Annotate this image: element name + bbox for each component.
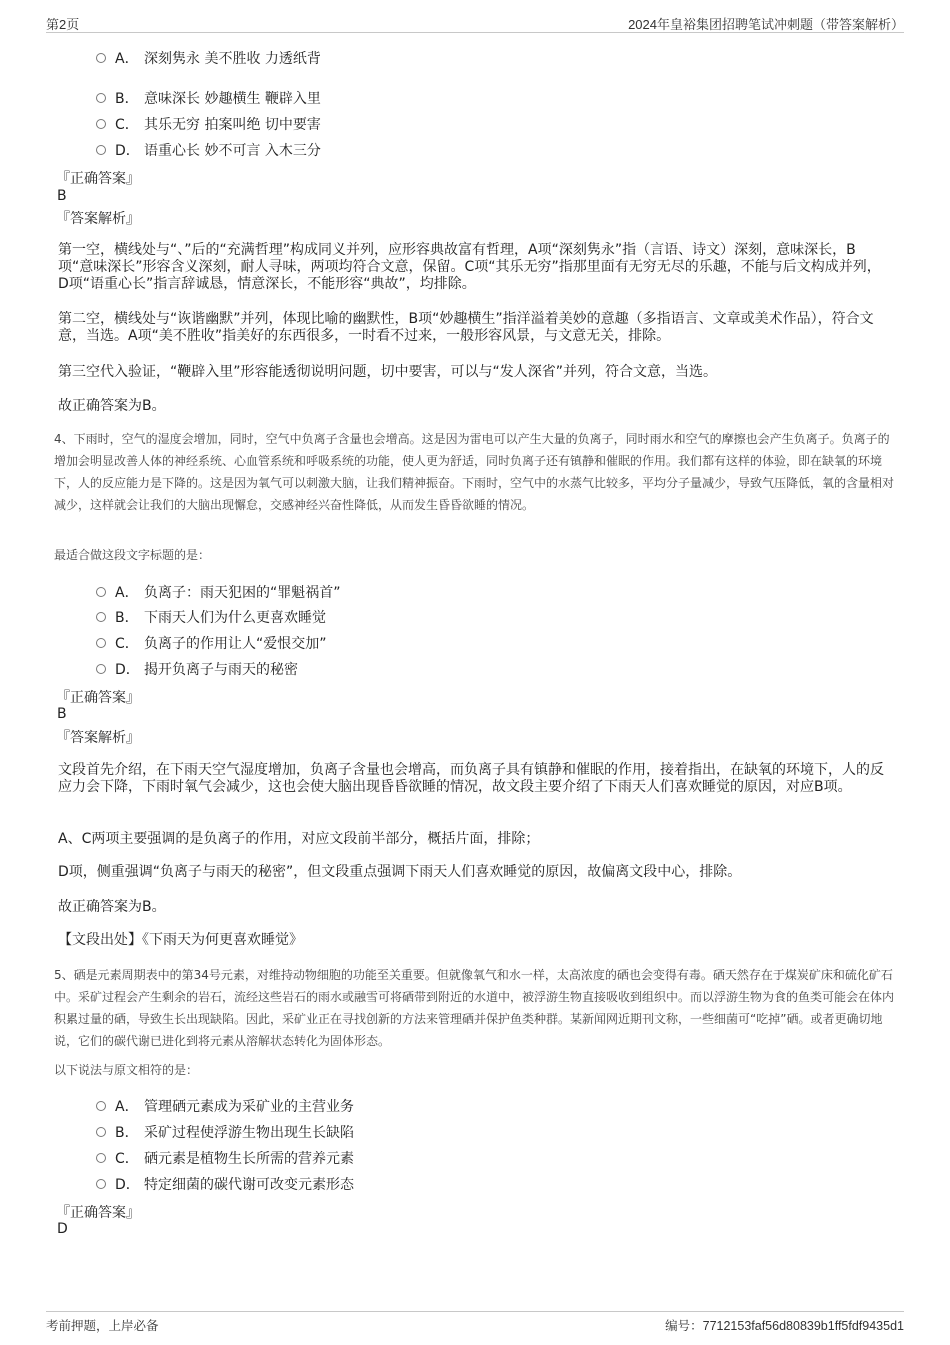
page-number: 第2页 <box>46 17 80 32</box>
analysis-paragraph: 第二空，横线处与“诙谐幽默”并列，体现比喻的幽默性，B项“妙趣横生”指洋溢着美妙的意趣（多指语言、文章或美术作品），符合文意，当选。A项“美不胜收”指美好的东西很多，一时看不过来，一般形容风景，与文意无关，排除。 <box>58 311 874 344</box>
radio-icon[interactable] <box>96 1153 106 1163</box>
radio-icon[interactable] <box>96 53 106 63</box>
correct-answer-value: B <box>57 188 67 204</box>
analysis-paragraph: 文段首先介绍，在下雨天空气湿度增加，负离子含量也会增高，而负离子具有镇静和催眠的作用，接着指出，在缺氧的环境下，人的反应力会下降，下雨时氧气会减少，这也会使大脑出现昏昏欲睡的情况，故文段主要介绍了下雨天人们喜欢睡觉的原因，对应B项。 <box>58 762 884 795</box>
document-title: 2024年皇裕集团招聘笔试冲刺题（带答案解析） <box>628 17 904 32</box>
correct-answer-label: 『正确答案』 <box>56 1205 140 1221</box>
analysis-paragraph: 第一空，横线处与“、”后的“充满哲理”构成同义并列，应形容典故富有哲理，A项“深刻隽永”指（言语、诗文）深刻，意味深长，B项“意味深长”形容含义深刻，耐人寻味，两项均符合文意，保留。C项“其乐无穷”指那里面有无穷无尽的乐趣，不能与后文构成并列，D项“语重心长”指言辞诚恳，情意深长，不能形容“典故”，均排除。 <box>58 242 881 292</box>
radio-icon[interactable] <box>96 119 106 129</box>
correct-answer-value: D <box>57 1221 68 1237</box>
analysis-conclusion: 故正确答案为B。 <box>58 398 166 414</box>
radio-icon[interactable] <box>96 145 106 155</box>
document-code <box>665 1316 904 1334</box>
radio-icon[interactable] <box>96 93 106 103</box>
question-5-prompt: 以下说法与原文相符的是： <box>54 1063 199 1077</box>
analysis-label: 『答案解析』 <box>56 730 140 746</box>
analysis-paragraph: D项，侧重强调“负离子与雨天的秘密”，但文段重点强调下雨天人们喜欢睡觉的原因，故偏离文段中心，排除。 <box>58 864 742 880</box>
footer-slogan: 考前押题，上岸必备 <box>46 1319 159 1333</box>
analysis-conclusion: 故正确答案为B。 <box>58 899 166 915</box>
analysis-paragraph: A、C两项主要强调的是负离子的作用，对应文段前半部分，概括片面，排除； <box>58 831 540 847</box>
radio-icon[interactable] <box>96 664 106 674</box>
radio-icon[interactable] <box>96 1179 106 1189</box>
correct-answer-label: 『正确答案』 <box>56 171 140 187</box>
analysis-label: 『答案解析』 <box>56 211 140 227</box>
correct-answer-value: B <box>57 706 67 722</box>
radio-icon[interactable] <box>96 1127 106 1137</box>
radio-icon[interactable] <box>96 638 106 648</box>
source-citation: 【文段出处】《下雨天为何更喜欢睡觉》 <box>58 932 303 948</box>
analysis-paragraph: 第三空代入验证，“鞭辟入里”形容能透彻说明问题，切中要害，可以与“发人深省”并列，符合文意，当选。 <box>58 364 718 380</box>
code-value: 7712153faf56d80839b1ff5fdf9435d1 <box>702 1319 904 1333</box>
question-4-stem: 4、下雨时，空气的湿度会增加，同时，空气中负离子含量也会增高。这是因为雷电可以产生大量的负离子，同时雨水和空气的摩擦也会产生负离子。负离子的增加会明显改善人体的神经系统、心血管系统和呼吸系统的功能，使人更为舒适，同时负离子还有镇静和催眠的作用。我们都有这样的体验，即在缺氧的环境下，人的反应能力是下降的。这是因为氧气可以刺激大脑，让我们精神振奋。下雨时，空气中的水蒸气比较多，平均分子量减少，导致气压降低，氧的含量相对减少，这样就会让我们的大脑出现懈怠，交感神经兴奋性降低，从而发生昏昏欲睡的情况。 <box>54 432 895 512</box>
correct-answer-label: 『正确答案』 <box>56 690 140 706</box>
radio-icon[interactable] <box>96 612 106 622</box>
page-header <box>46 12 904 33</box>
code-label: 编号： <box>665 1319 703 1333</box>
radio-icon[interactable] <box>96 1101 106 1111</box>
question-4-prompt: 最适合做这段文字标题的是： <box>54 548 211 562</box>
question-5-stem: 5、硒是元素周期表中的第34号元素，对维持动物细胞的功能至关重要。但就像氧气和水一样，太高浓度的硒也会变得有毒。硒天然存在于煤炭矿床和硫化矿石中。采矿过程会产生剩余的岩石，流经这些岩石的雨水或融雪可将硒带到附近的水道中，被浮游生物直接吸收到组织中。而以浮游生物为食的鱼类可能会在体内积累过量的硒，导致生长出现缺陷。因此，采矿业正在寻找创新的方法来管理硒并保护鱼类种群。某新闻网近期刊文称，一些细菌可“吃掉”硒。或者更确切地说，它们的碳代谢已进化到将元素从溶解状态转化为固体形态。 <box>54 968 895 1048</box>
page-footer <box>46 1311 904 1336</box>
radio-icon[interactable] <box>96 587 106 597</box>
